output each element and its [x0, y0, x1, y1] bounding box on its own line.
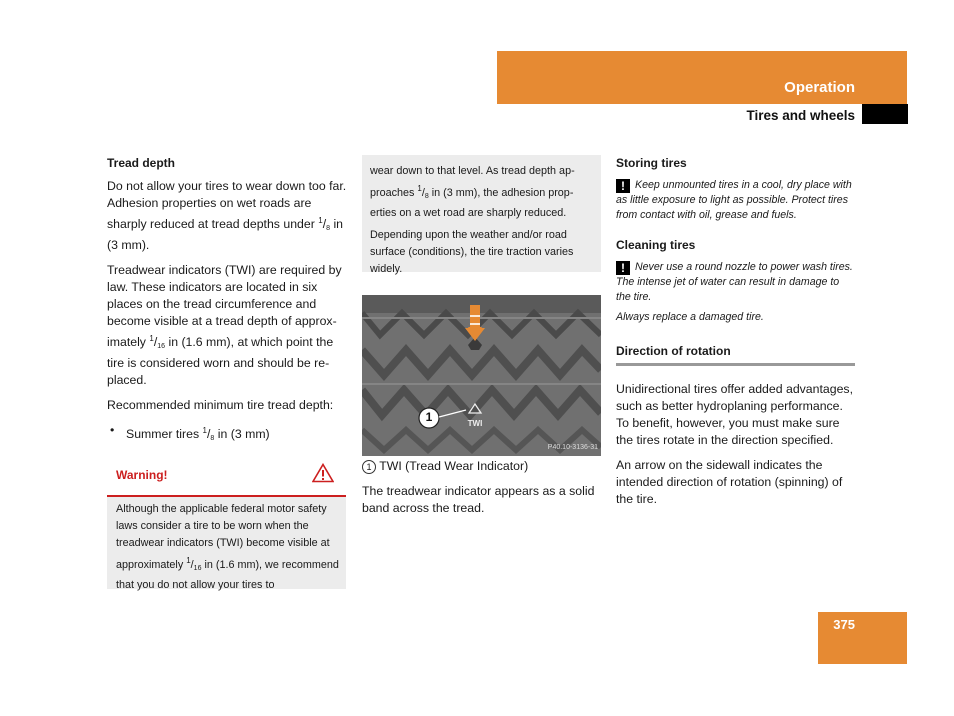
warning-text: Although the applicable federal motor safety laws consider a tire to be worn when the treadwear indicators (TWI) become visible at approximately $^1/_{16}$ in (1.6 mm), we recommend that you do not allow your tires to [116, 503, 339, 591]
image-caption: 1 TWI (Tread Wear Indicator) [362, 458, 602, 475]
heading-storing-tires: Storing tires [616, 156, 687, 170]
note-replace: Always replace a damaged tire. [616, 311, 764, 323]
heading-cleaning-tires: Cleaning tires [616, 238, 696, 252]
caution-icon: ! [616, 179, 630, 193]
heading-tread-depth: Tread depth [107, 156, 176, 170]
note-storing: ! Keep unmounted tires in a cool, dry place with as little exposure to light as possible. Protect tires from contact with oil, grease and fuels. [616, 179, 852, 221]
warning-header [107, 455, 346, 497]
twi-label: TWI [467, 419, 483, 428]
paragraph-treadwear-band: The treadwear indicator appears as a solid band across the tread. [362, 484, 595, 515]
caution-icon: ! [616, 261, 630, 275]
warning-triangle-icon [312, 463, 334, 488]
list-item: • Summer tires $^1/_8$ in (3 mm) [107, 422, 347, 447]
tire-tread-image [362, 295, 601, 456]
paragraph-unidirectional: Unidirectional tires offer added advantages, such as better hydroplaning performance. To benefit, however, you must make sure the tires rotate in the direction specified. [616, 382, 853, 447]
continuation-paragraph: wear down to that level. As tread depth approaches $^1/_8$ in (3 mm), the adhesion properties on a wet road are sharply reduced. [370, 165, 575, 219]
column-middle-text [362, 458, 602, 525]
warning-continuation-box [362, 155, 601, 275]
traction-paragraph: Depending upon the weather and/or road surface (conditions), the tire traction varies widely. [370, 229, 574, 275]
paragraph-tread-depth: Do not allow your tires to wear down too far. Adhesion properties on wet roads are sharply reduced at tread depths under $^1/_8$ in (3 mm). [107, 179, 347, 252]
paragraph-recommended: Recommended minimum tire tread depth: [107, 398, 334, 412]
warning-title: Warning! [116, 468, 168, 482]
page-number: 375 [833, 617, 855, 632]
section-title: Operation [784, 79, 855, 96]
header-bar [497, 51, 907, 104]
caption-callout-icon: 1 [362, 460, 376, 474]
paragraph-arrow: An arrow on the sidewall indicates the intended direction of rotation (spinning) of the tire. [616, 458, 843, 506]
column-right [616, 155, 856, 516]
subsection-title: Tires and wheels [746, 108, 855, 123]
image-reference: P40.10-3136-31 [547, 444, 598, 451]
section-divider [616, 363, 855, 366]
column-left [107, 155, 347, 486]
paragraph-twi: Treadwear indicators (TWI) are required by law. These indicators are located in six places on the tread circumference and become visible at a tread depth of approximately $^1/_{16}$ in (1.6 mm), at which point the tire is considered worn and should be replaced. [107, 263, 342, 387]
header-tab-marker [862, 104, 908, 124]
callout-number: 1 [425, 410, 433, 424]
warning-box [107, 455, 346, 589]
heading-direction-of-rotation: Direction of rotation [616, 344, 731, 358]
note-cleaning: ! Never use a round nozzle to power wash tires. The intense jet of water can result in damage to the tire. [616, 261, 853, 303]
